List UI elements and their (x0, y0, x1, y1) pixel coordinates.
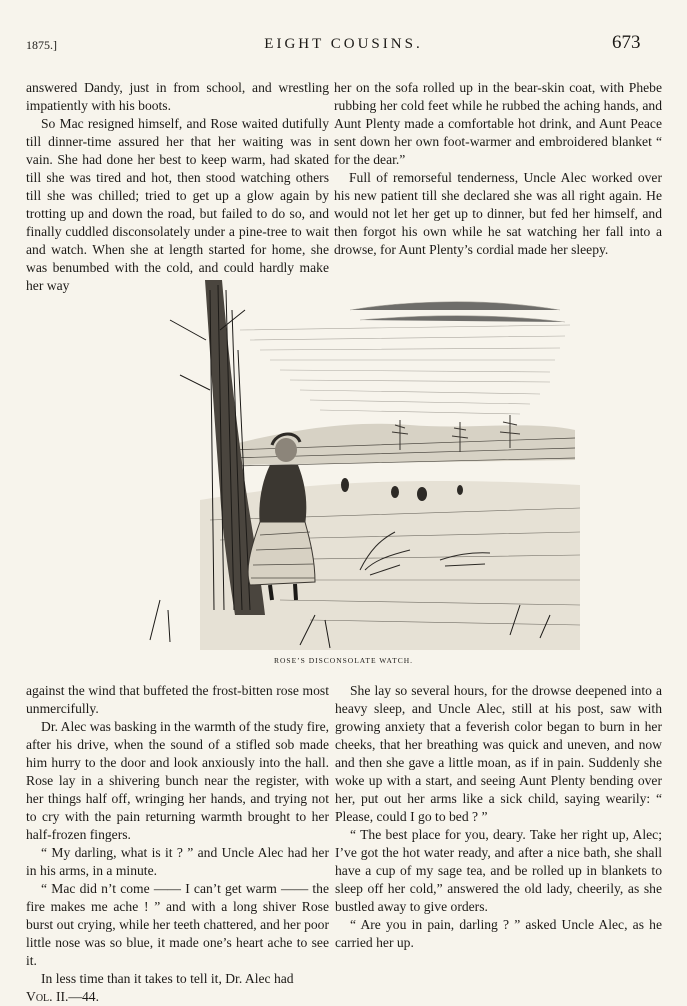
engraving-illustration (110, 270, 580, 650)
figure-caption: ROSE’S DISCONSOLATE WATCH. (274, 656, 413, 665)
page-number: 673 (612, 32, 641, 53)
paragraph: Full of remorseful tenderness, Uncle Alec worked over his new patient till she declared she was all right again. He would not let her get up to dinner, but fed her himself, and then forgot his own while he sat watching her fall into a drowse, for Aunt Plenty’s cordial made her sleepy. (334, 170, 662, 257)
paragraph: “ The best place for you, deary. Take her right up, Alec; I’ve got the hot water ready, and after a nice bath, she shall have a cup of my sage tea, and be rolled up in blankets to sleep off her cold,” answered the old lady, cheerily, as she bustled away to give orders. (335, 827, 662, 914)
paragraph: Dr. Alec was basking in the warmth of the study fire, after his drive, when the sound of a stifled sob made him hurry to the door and look anxiously into the hall. Rose lay in a shivering bunch near the register, with her things half off, wringing her hands, and trying not to cry with the pain returning warmth brought to her half-frozen fingers. (26, 719, 329, 842)
column-top-right (334, 79, 662, 259)
paragraph: against the wind that buffeted the frost-bitten rose most unmercifully. (26, 683, 329, 716)
paragraph: answered Dandy, just in from school, and wrestling impatiently with his boots. (26, 80, 329, 113)
page-header (0, 34, 687, 54)
paragraph: So Mac resigned himself, and Rose waited dutifully till dinner-time assured her that her waiting was in vain. She had done her best to keep warm, had skated till she was tired and hot, then stood watching others till she was chilled; tried to get up a glow again by trotting up and down the road, but failed to do so, and finally cuddled disconsolately under a pine-tree to wait and watch. When she at length started for home, she was benumbed with the cold, and could hardly make her way (26, 116, 329, 293)
paragraph: “ Are you in pain, darling ? ” asked Uncle Alec, as he carried her up. (335, 917, 662, 950)
paragraph: She lay so several hours, for the drowse deepened into a heavy sleep, and Uncle Alec, still at his post, saw with growing anxiety that a feverish color began to burn in her cheeks, that her breathing was quick and uneven, and now and then she gave a little moan, as if in pain. Suddenly she woke up with a start, and seeing Aunt Plenty bending over her, put out her arms like a sick child, saying wearily: “ Please, could I go to bed ? ” (335, 683, 662, 824)
column-bottom-right (335, 682, 662, 952)
header-year: 1875.] (26, 38, 57, 52)
column-bottom-left (26, 682, 329, 1006)
paragraph: “ My darling, what is it ? ” and Uncle Alec had her in his arms, in a minute. (26, 845, 329, 878)
paragraph: “ Mac did n’t come —— I can’t get warm —— the fire makes me ache ! ” and with a long shiver Rose burst out crying, while her teeth chattered, and her poor little nose was so blue, it made one’s heart ache to see it. (26, 881, 329, 968)
paragraph: In less time than it takes to tell it, Dr. Alec had (41, 971, 294, 986)
paragraph: her on the sofa rolled up in the bear-skin coat, with Phebe rubbing her cold feet while he rubbed the aching hands, and Aunt Plenty made a comfortable hot drink, and Aunt Peace sent down her own foot-warmer and embroidered blanket “ for the dear.” (334, 80, 662, 167)
running-title: EIGHT COUSINS. (264, 36, 423, 52)
column-top-left (26, 79, 329, 295)
signature-mark: Vol. II.—44. (26, 989, 99, 1004)
